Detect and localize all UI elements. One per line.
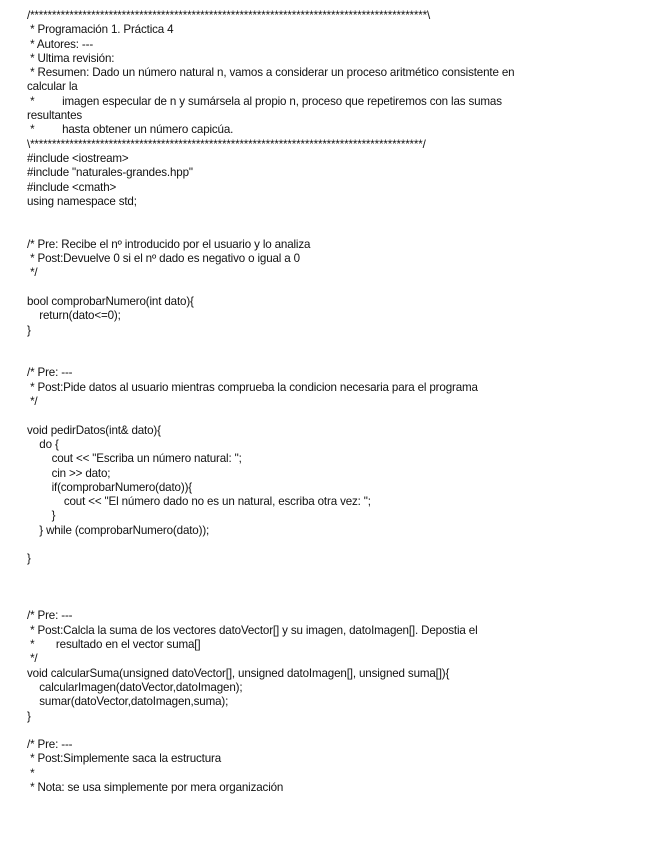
code-line: */ — [27, 652, 38, 666]
code-line: * Programación 1. Práctica 4 — [27, 23, 174, 37]
code-line: cin >> dato; — [27, 466, 111, 480]
code-line — [27, 724, 647, 738]
code-line: * Nota: se usa simplemente por mera organización — [27, 781, 284, 795]
code-line: * — [27, 766, 35, 780]
code-line: } — [27, 552, 31, 566]
source-code-listing — [27, 9, 647, 795]
code-line: * Post:Simplemente saca la estructura — [27, 752, 222, 766]
code-line: calcular la — [27, 80, 78, 94]
code-line: } — [27, 709, 31, 723]
code-line: do { — [27, 437, 59, 451]
code-line: } — [27, 509, 56, 523]
code-line: cout << "El número dado no es un natural, escriba otra vez: "; — [27, 495, 371, 509]
code-line: calcularImagen(datoVector,datoImagen); — [27, 680, 243, 694]
code-line — [27, 281, 647, 295]
code-line — [27, 223, 647, 237]
code-line: if(comprobarNumero(dato)){ — [27, 480, 192, 494]
code-line — [27, 338, 647, 352]
code-line: * Resumen: Dado un número natural n, vamos a considerar un proceso aritmético consistente en — [27, 66, 515, 80]
code-line: * Ultima revisión: — [27, 51, 115, 65]
code-line: * Post:Calcla la suma de los vectores datoVector[] y su imagen, datoImagen[]. Depostia el — [27, 623, 478, 637]
code-line: */ — [27, 395, 38, 409]
code-line: } — [27, 323, 31, 337]
code-line — [27, 538, 647, 552]
code-line: * hasta obtener un número capicúa. — [27, 123, 234, 137]
code-line: using namespace std; — [27, 194, 137, 208]
code-line — [27, 352, 647, 366]
code-line: */ — [27, 266, 38, 280]
code-line: /* Pre: --- — [27, 609, 73, 623]
code-line: * Autores: --- — [27, 37, 94, 51]
code-line: bool comprobarNumero(int dato){ — [27, 294, 194, 308]
code-line: sumar(datoVector,datoImagen,suma); — [27, 695, 229, 709]
code-line — [27, 581, 647, 595]
code-line: * Post:Devuelve 0 si el nº dado es negativo o igual a 0 — [27, 252, 300, 266]
code-line: cout << "Escriba un número natural: "; — [27, 452, 242, 466]
code-line: void calcularSuma(unsigned datoVector[], unsigned datoImagen[], unsigned suma[]){ — [27, 666, 450, 680]
code-line: #include <cmath> — [27, 180, 117, 194]
code-line: #include <iostream> — [27, 151, 129, 165]
code-line — [27, 409, 647, 423]
code-line: * imagen especular de n y sumársela al propio n, proceso que repetiremos con las sumas — [27, 94, 502, 108]
code-line: /* Pre: Recibe el nº introducido por el usuario y lo analiza — [27, 237, 311, 251]
code-line: \******************************************************************************************/ — [27, 137, 426, 151]
code-line — [27, 209, 647, 223]
code-line: /* Pre: --- — [27, 366, 73, 380]
code-line: } while (comprobarNumero(dato)); — [27, 523, 210, 537]
code-line: /*******************************************************************************************\ — [27, 9, 431, 22]
code-line: * Post:Pide datos al usuario mientras comprueba la condicion necesaria para el programa — [27, 380, 478, 394]
code-line: #include "naturales-grandes.hpp" — [27, 166, 193, 180]
code-line: return(dato<=0); — [27, 309, 121, 323]
code-line: void pedirDatos(int& dato){ — [27, 423, 161, 437]
code-line: resultantes — [27, 109, 83, 123]
code-line — [27, 567, 647, 581]
code-line — [27, 595, 647, 609]
code-line: * resultado en el vector suma[] — [27, 638, 201, 652]
code-line: /* Pre: --- — [27, 738, 73, 752]
